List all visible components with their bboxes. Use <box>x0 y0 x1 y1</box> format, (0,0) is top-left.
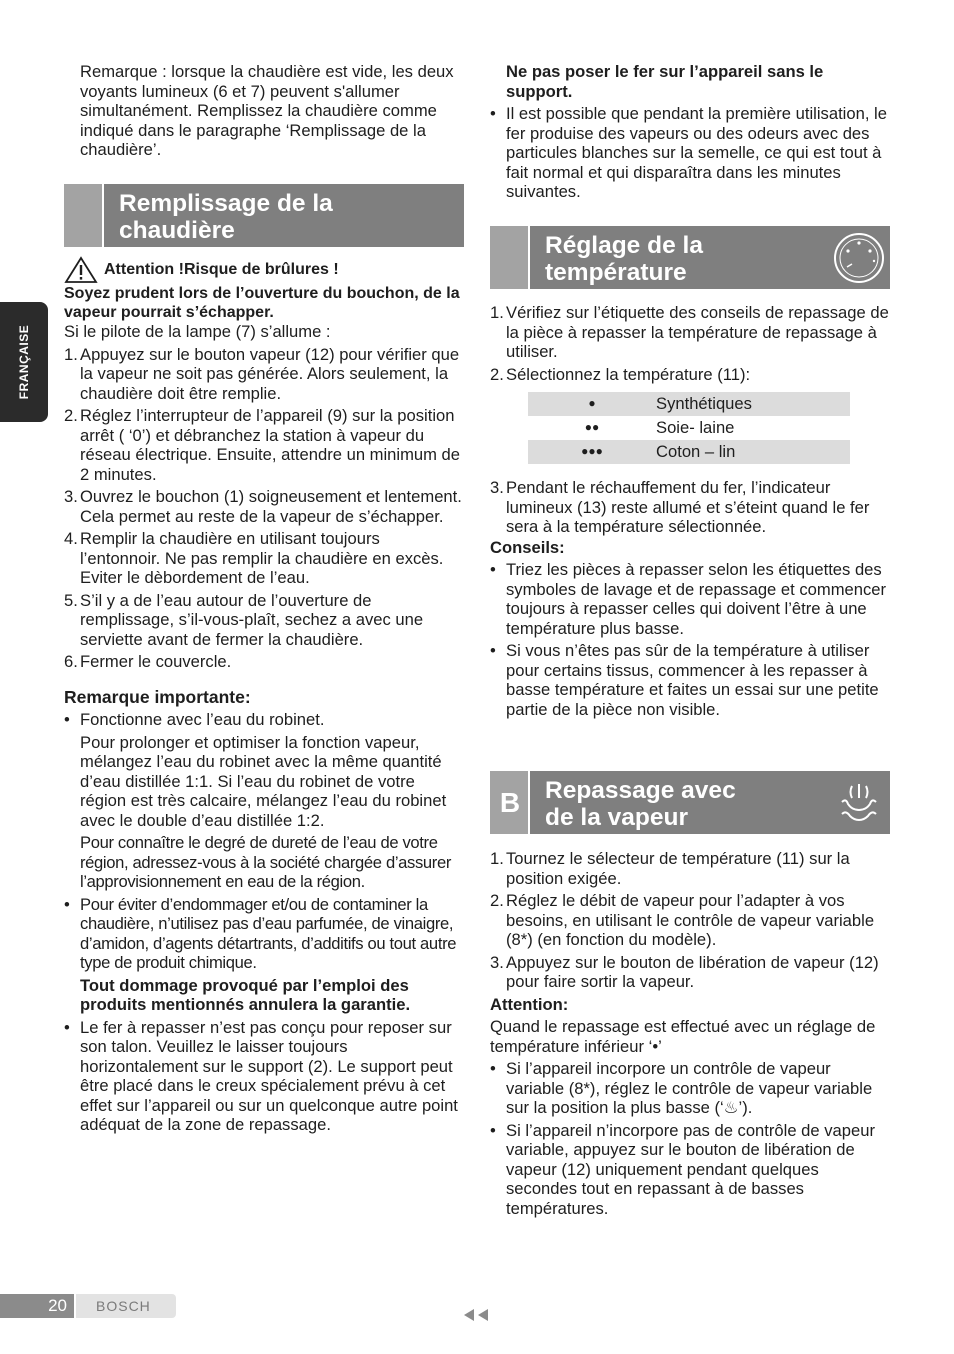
attention-heading: Attention: <box>490 994 569 1014</box>
temperature-label: Synthétiques <box>656 392 850 416</box>
temperature-label: Coton – lin <box>656 440 850 464</box>
filling-body <box>64 256 464 1138</box>
list-item: • Si vous n’êtes pas sûr de la température à utiliser pour certains tissus, commencer à les repasser à basse température et faites un essai sur une petite partie de la pièce non visible. <box>490 641 890 719</box>
filling-steps <box>64 345 464 672</box>
temperature-steps-continued <box>490 478 890 537</box>
temperature-dots: ●●● <box>528 440 656 464</box>
list-item: 3. Ouvrez le bouchon (1) soigneusement et lentement. Cela permet au reste de la vapeur de s’échapper. <box>64 487 462 526</box>
caution-text: Soyez prudent lors de l’ouverture du bouchon, de la vapeur pourrait s’échapper. <box>64 285 460 321</box>
temperature-row <box>528 416 850 440</box>
section-title-filling: Remplissage de la chaudière <box>119 190 333 244</box>
pilot-text: Si le pilote de la lampe (7) s’allume : <box>64 322 331 341</box>
list-item: 5. S’il y a de l’eau autour de l’ouverture de remplissage, s’il-vous-plaît, sechez a avec une serviette avant de fermer la chaudière. <box>64 590 424 649</box>
brand-label: BOSCH <box>76 1294 176 1318</box>
temperature-steps <box>490 303 890 384</box>
section-tab <box>490 226 530 289</box>
steam-icon <box>832 776 886 830</box>
steam-steps <box>490 849 890 992</box>
list-item: 1. Tournez le sélecteur de température (11) sur la position exigée. <box>490 849 850 888</box>
temperature-dots: ● <box>528 392 656 416</box>
remark-intro: Remarque : lorsque la chaudière est vide, les deux voyants lumineux (6 et 7) peuvent s'allumer simultanément. Remplissez la chaudière comme indiqué dans le paragraphe ‘Remplissage de la chaudière’. <box>80 62 454 159</box>
thermostat-dial-icon <box>832 231 886 285</box>
list-item: 1. Appuyez sur le bouton vapeur (12) pour vérifier que la vapeur ne soit pas générée. Alors seulement, la chaudière doit être remplie. <box>64 344 460 403</box>
list-item: 2. Réglez l’interrupteur de l’appareil (9) sur la position arrêt ( ‘0’) et débranchez la station à vapeur du réseau électrique. Ensuite, attendre un minimum de 2 minutes. <box>64 406 461 484</box>
important-list-3 <box>64 1018 464 1135</box>
temperature-label: Soie- laine <box>656 418 735 438</box>
section-header-temperature <box>490 226 890 289</box>
section-header-steam <box>490 771 890 834</box>
section-letter: B <box>499 786 521 818</box>
warning-icon <box>64 256 98 284</box>
list-item: 6. Fermer le couvercle. <box>64 652 232 671</box>
tips-heading: Conseils: <box>490 537 565 557</box>
language-tab <box>0 302 48 422</box>
list-item: 1. Vérifiez sur l’étiquette des conseils de repassage de la pièce à repasser la température de repassage à utiliser. <box>490 303 889 361</box>
section-header-filling <box>64 184 464 247</box>
page-number: 20 <box>0 1294 74 1318</box>
language-label: FRANÇAISE <box>17 324 31 400</box>
temperature-dots: ●● <box>584 420 600 435</box>
list-item: • Fonctionne avec l’eau du robinet. <box>64 710 464 730</box>
temperature-body <box>490 303 890 722</box>
temperature-table <box>528 392 850 464</box>
section-title-temperature: Réglage de la température <box>545 232 703 286</box>
important-heading: Remarque importante: <box>64 686 251 707</box>
list-item: 3. Appuyez sur le bouton de libération de vapeur (12) pour faire sortir la vapeur. <box>490 952 879 991</box>
para-distilled: Pour prolonger et optimiser la fonction vapeur, mélangez l’eau du robinet avec la même quantité d’eau distillée 1:1. Si l’eau du robinet de votre région est très calcaire, mélangez l’eau du robinet avec le double d’eau distillée 1:2. <box>80 732 447 830</box>
list-item: 2. Réglez le débit de vapeur pour l’adapter à vos besoins, en utilisant le contrôle de vapeur variable (8*) (en fonction du modèle). <box>490 891 875 949</box>
list-item: • Si l’appareil n’incorpore pas de contrôle de vapeur variable, appuyez sur le bouton de libération de vapeur (12) uniquement pendant quelques secondes tout en repassant à de basses températures. <box>490 1121 890 1219</box>
list-item: • Le fer à repasser n’est pas conçu pour reposer sur son talon. Veuillez le laisser toujours horizontalement sur le support (2). Le support peut être placé dans le creux spécialement prévu à cet effet sur l’appareil ou sur un quelconque autre point adéquat de la zone de repassage. <box>64 1018 464 1135</box>
important-list-1 <box>64 710 464 730</box>
warning-line <box>64 256 464 284</box>
steam-body <box>490 849 890 1221</box>
para-hardness: Pour connaître le degré de dureté de l’eau de votre région, adressez-vous à la société chargée d’assurer l’approvisionnement en eau de la région. <box>80 833 452 891</box>
list-item: • Pour éviter d’endommager et/ou de contaminer la chaudière, n’utilisez pas d’eau parfumée, de vinaigre, d’amidon, d’agents détartrants, d’additifs ou tout autre type de produit chimique. <box>64 895 464 973</box>
list-item: 2. Sélectionnez la température (11): <box>490 364 751 384</box>
list-item: • Il est possible que pendant la première utilisation, le fer produise des vapeurs ou des odeurs avec des particules blanches sur la semelle, ce qui est tout à fait normal et qui disparaîtra dans les minutes suivantes. <box>490 104 890 202</box>
section-tab <box>64 184 104 247</box>
warning-text: Attention !Risque de brûlures ! <box>104 261 339 279</box>
attention-text: Quand le repassage est effectué avec un réglage de température inférieur ‘•’ <box>490 1017 876 1056</box>
list-item: • Triez les pièces à repasser selon les étiquettes des symboles de lavage et de repassage et commencer toujours à repasser celles qui doivent l’être à une température plus basse. <box>490 560 890 638</box>
no-place-warning: Ne pas poser le fer sur l’appareil sans le support. <box>506 62 824 101</box>
first-use-list <box>490 104 890 205</box>
temperature-row <box>528 392 850 416</box>
attention-list <box>490 1059 890 1218</box>
list-item: 4. Remplir la chaudière en utilisant toujours l’entonnoir. Ne pas remplir la chaudière en excès. Eviter le dèbordement de l’eau. <box>64 529 444 587</box>
tips-list <box>490 560 890 719</box>
section-title-steam: Repassage avec de la vapeur <box>545 777 736 831</box>
temperature-row <box>528 440 850 464</box>
list-item: • Si l’appareil incorpore un contrôle de vapeur variable (8*), réglez le contrôle de vapeur variable sur la position la plus basse (‘♨’). <box>490 1059 890 1118</box>
important-list-2 <box>64 895 464 973</box>
warranty-text: Tout dommage provoqué par l’emploi des produits mentionnés annulera la garantie. <box>80 975 411 1014</box>
nav-arrows-icon[interactable] <box>462 1307 490 1323</box>
list-item: 3. Pendant le réchauffement du fer, l’indicateur lumineux (13) reste allumé et s’éteint quand le fer sera à la température sélectionnée. <box>490 478 870 536</box>
